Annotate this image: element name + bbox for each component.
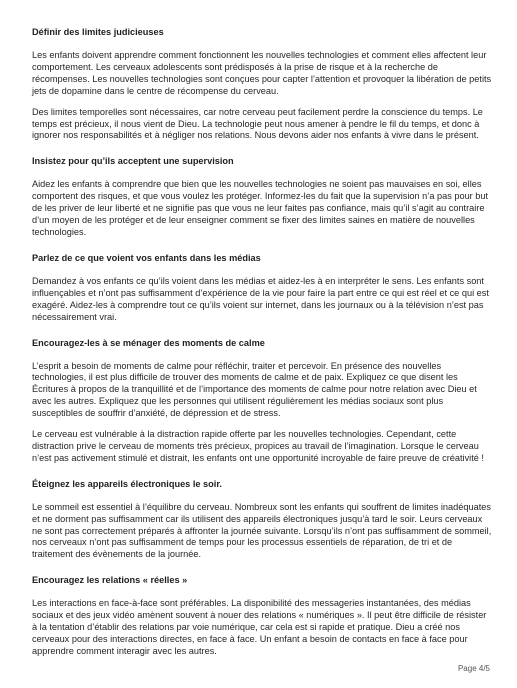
section-paragraph: Les enfants doivent apprendre comment fonctionnent les nouvelles technologies et comment elles affectent leur comportement. Les cerveaux adolescents sont prédisposés à la prise de risque et à la recherche de récompenses. Les nouvelles technologies sont conçues pour capter l’attention et provoquer la libération de petits jets de dopamine dans le centre de récompense du cerveau. <box>32 50 492 96</box>
section-heading: Encouragez-les à se ménager des moments de calme <box>32 337 265 348</box>
section-paragraph: Demandez à vos enfants ce qu’ils voient dans les médias et aidez-les à en interpréter le sens. Les enfants sont influençables et n’ont pas suffisamment d’expérience de la vie pour faire la part entre ce qui est réel et ce qui est exagéré. Aidez-les à comprendre tout ce qu’ils voient sur internet, dans les journaux ou à la télévision n’est pas nécessairement vrai. <box>32 275 489 322</box>
section-paragraph: Des limites temporelles sont nécessaires, car notre cerveau peut facilement perdre la conscience du temps. Le temps est précieux, il nous vient de Dieu. La technologie peut nous amener à pendre le fil du temps, et donc à ignorer nos responsabilités et à négliger nos relations. Nous devons aider nos enfants à vivre dans le présent. <box>32 106 483 141</box>
section-supervision <box>32 155 494 239</box>
section-calm-moments <box>32 337 494 465</box>
page-number: Page 4/5 <box>457 664 490 673</box>
section-paragraph: L’esprit a besoin de moments de calme pour réfléchir, traiter et percevoir. En présence des nouvelles technologies, il est plus difficile de trouver des moments de calme et de paix. Expliquez ce que disent les Écritures à propos de la tranquillité et de l’importance des moments de calme pour notre relation avec Dieu et avec les autres. Expliquez que les personnes qui utilisent régulièrement les médias sociaux sont plus susceptibles de souffrir d’anxiété, de dépression et de stress. <box>32 360 477 419</box>
section-paragraph: Le sommeil est essentiel à l’équilibre du cerveau. Nombreux sont les enfants qui souffrent de limites inadéquates et ne dorment pas suffisamment car ils utilisent des appareils électroniques jusqu’à tard le soir. Leurs cerveaux ne sont pas correctement préparés à affronter la journée suivante. Lorsqu’ils n’ont pas suffisamment de sommeil, nos cerveaux n’ont pas suffisamment de temps pour les processus essentiels de réparation, de tri et de traitement des évènements de la journée. <box>32 501 492 560</box>
section-paragraph: Aidez les enfants à comprendre que bien que les nouvelles technologies ne soient pas mauvaises en soi, elles comportent des risques, et que vous voulez les protéger. Informez-les du fait que la supervision n’a pas pour but de les priver de leur liberté et ne signifie pas que vous ne leur faites pas confiance, mais qu’il s’agit au contraire d’un moyen de les protéger et de leur enseigner comment se fixer des limites saines en matière de nouvelles technologies. <box>32 179 489 237</box>
section-heading: Encouragez les relations « réelles » <box>32 575 188 586</box>
section-heading: Parlez de ce que voient vos enfants dans les médias <box>32 252 261 263</box>
section-set-limits <box>32 26 494 142</box>
document-page <box>32 26 494 658</box>
section-real-relations <box>32 574 494 658</box>
section-paragraph: Les interactions en face-à-face sont préférables. La disponibilité des messageries instantanées, des médias sociaux et des jeux vidéo amènent souvent à nouer des relations « numériques ». Il peut être difficile de résister à la tentation d’établir des relations par voie numérique, car cela est si rapide et pratique. Dieu a créé nos cerveaux pour des interactions directes, en face à face. Un enfant a besoin de contacts en face à face pour apprendre comment interagir avec les autres. <box>32 598 487 656</box>
section-paragraph: Le cerveau est vulnérable à la distraction rapide offerte par les nouvelles technologies. Cependant, cette distraction prive le cerveau de moments très précieux, propices au travail de l’imagination. Lorsque le cerveau n’est pas activement stimulé et distrait, les enfants ont une opportunité incroyable de faire preuve de créativité ! <box>32 429 484 463</box>
section-heading: Définir des limites judicieuses <box>32 27 164 37</box>
section-heading: Insistez pour qu’ils acceptent une supervision <box>32 156 234 167</box>
section-media <box>32 252 494 324</box>
section-devices-off <box>32 478 494 562</box>
section-heading: Éteignez les appareils électroniques le soir. <box>32 478 222 489</box>
